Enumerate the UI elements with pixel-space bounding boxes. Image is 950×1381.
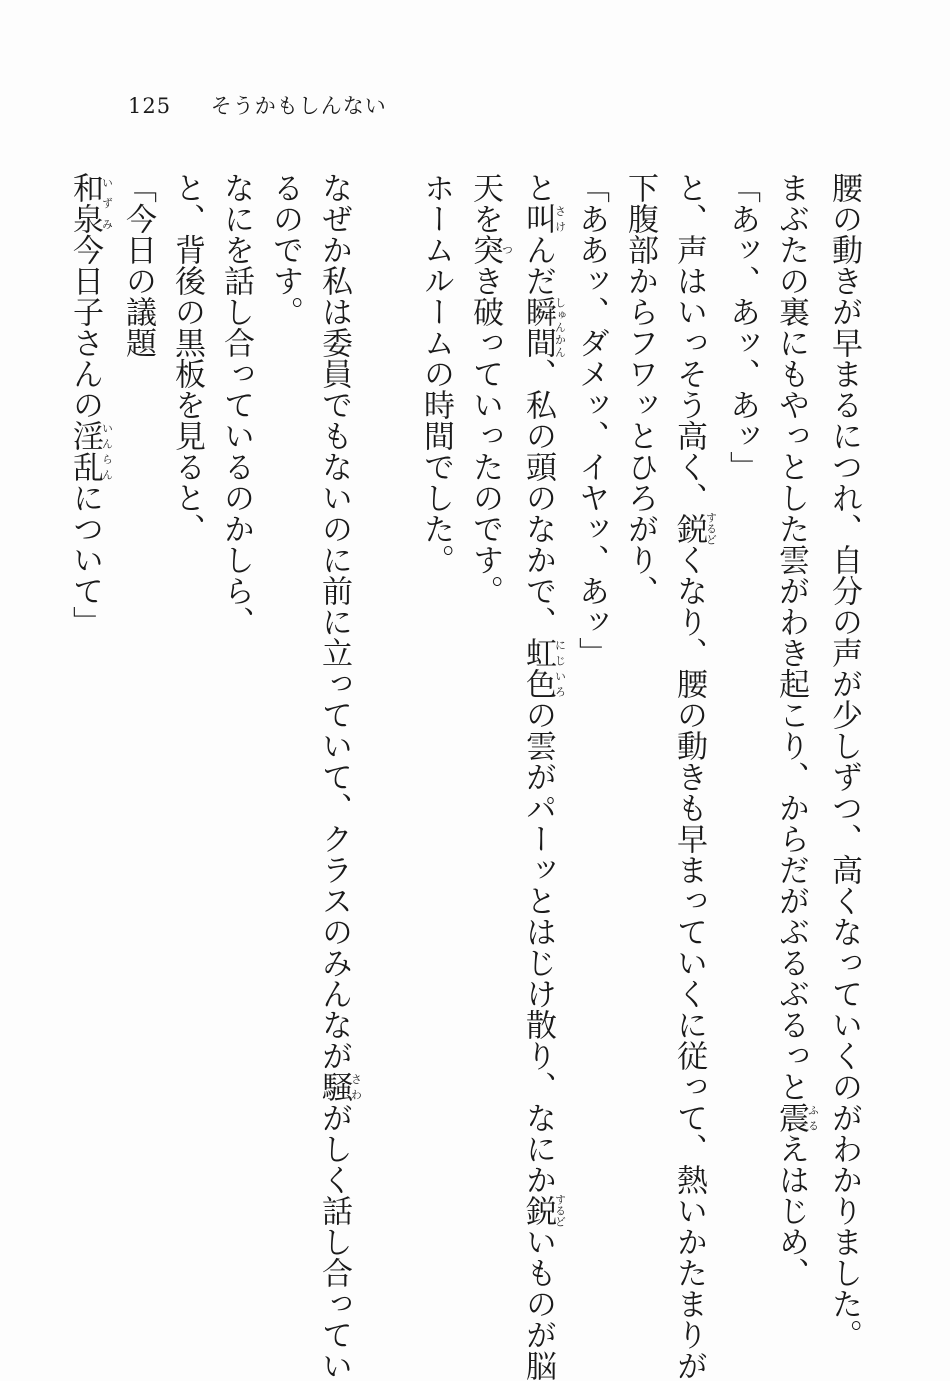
text-line-11: るのです。 bbox=[267, 172, 303, 327]
text-line-5: 下腹部からフワッとひろがり、 bbox=[622, 172, 658, 606]
text-line-12: なにを話し合っているのかしら、 bbox=[218, 172, 254, 637]
page-header bbox=[128, 90, 387, 120]
page-number: 125 bbox=[128, 94, 172, 118]
text-line-14: 「今日の議題 bbox=[120, 172, 156, 358]
text-line-7: と叫さけんだ瞬間しゅんかん、私の頭のなかで、虹色にじいろの雲がパーッとはじけ散り、なにか鋭するどいものが脳 bbox=[520, 172, 567, 1381]
text-line-10: なぜか私は委員でもないのに前に立っていて、クラスのみんなが騒さわがしく話し合ってい bbox=[316, 172, 363, 1381]
text-line-9: ホームルームの時間でした。 bbox=[418, 172, 454, 575]
text-line-2: まぶたの裏にもやっとした雲がわき起こり、からだがぶるぶるっと震ふるえはじめ、 bbox=[773, 172, 820, 1288]
text-line-13: と、背後の黒板を見ると、 bbox=[169, 172, 205, 544]
text-line-8: 天を突つき破っていったのです。 bbox=[467, 172, 514, 606]
running-title: そうかもしんない bbox=[210, 94, 387, 118]
text-line-15: 和泉いずみ今日子さんの淫乱いんらんについて」 bbox=[67, 172, 114, 637]
text-line-4: と、声はいっそう高く、鋭するどくなり、腰の動きも早まっていくに従って、熱いかたまりが bbox=[671, 172, 718, 1381]
vertical-text-body bbox=[67, 172, 868, 1381]
text-line-6: 「ああッ、ダメッ、イヤッ、あッ」 bbox=[573, 172, 609, 668]
text-line-3: 「あッ、あッ、あッ」 bbox=[724, 172, 760, 482]
text-line-1: 腰の動きが早まるにつれ、自分の声が少しずつ、高くなっていくのがわかりました。 bbox=[826, 172, 862, 1350]
